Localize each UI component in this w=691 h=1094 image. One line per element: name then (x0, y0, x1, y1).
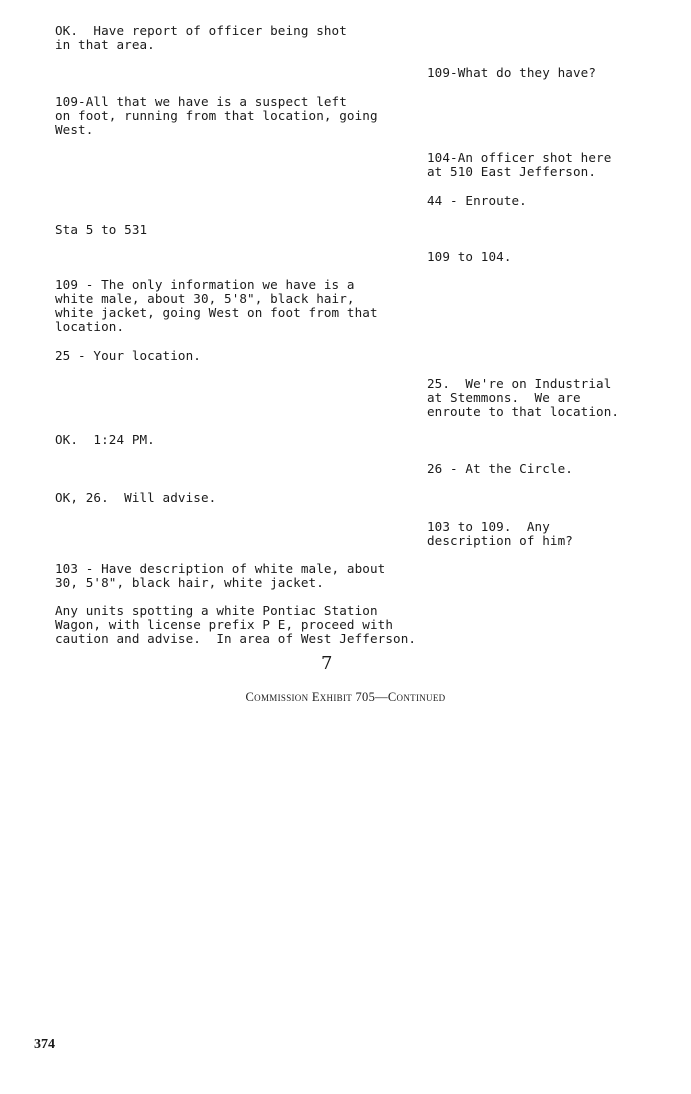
transcript-right-5: 25. We're on Industrial at Stemmons. We are enroute to that location. (427, 376, 620, 419)
footer-page-number: 374 (34, 1037, 55, 1052)
transcript-left-2: 109-All that we have is a suspect left on foot, running from that location, going West. (55, 94, 378, 137)
transcript-right-4: 109 to 104. (427, 249, 512, 264)
transcript-right-7: 103 to 109. Any description of him? (427, 519, 573, 548)
transcript-left-9: Any units spotting a white Pontiac Station Wagon, with license prefix P E, proceed with caution and advise. In area of West Jefferson. (55, 603, 417, 646)
transcript-page-number: 7 (321, 653, 333, 674)
transcript-right-2: 104-An officer shot here at 510 East Jefferson. (427, 150, 612, 179)
transcript-left-4: 109 - The only information we have is a white male, about 30, 5'8", black hair, white jacket, going West on foot from that location. (55, 277, 378, 334)
transcript-left-5: 25 - Your location. (55, 348, 201, 363)
transcript-left-1: OK. Have report of officer being shot in that area. (55, 23, 347, 52)
transcript-left-8: 103 - Have description of white male, about 30, 5'8", black hair, white jacket. (55, 561, 386, 590)
transcript-right-1: 109-What do they have? (427, 65, 597, 80)
transcript-left-6: OK. 1:24 PM. (55, 432, 155, 447)
transcript-right-6: 26 - At the Circle. (427, 461, 573, 476)
transcript-right-3: 44 - Enroute. (427, 193, 527, 208)
transcript-left-7: OK, 26. Will advise. (55, 490, 217, 505)
exhibit-caption: Commission Exhibit 705—Continued (245, 690, 446, 704)
transcript-left-3: Sta 5 to 531 (55, 222, 148, 237)
